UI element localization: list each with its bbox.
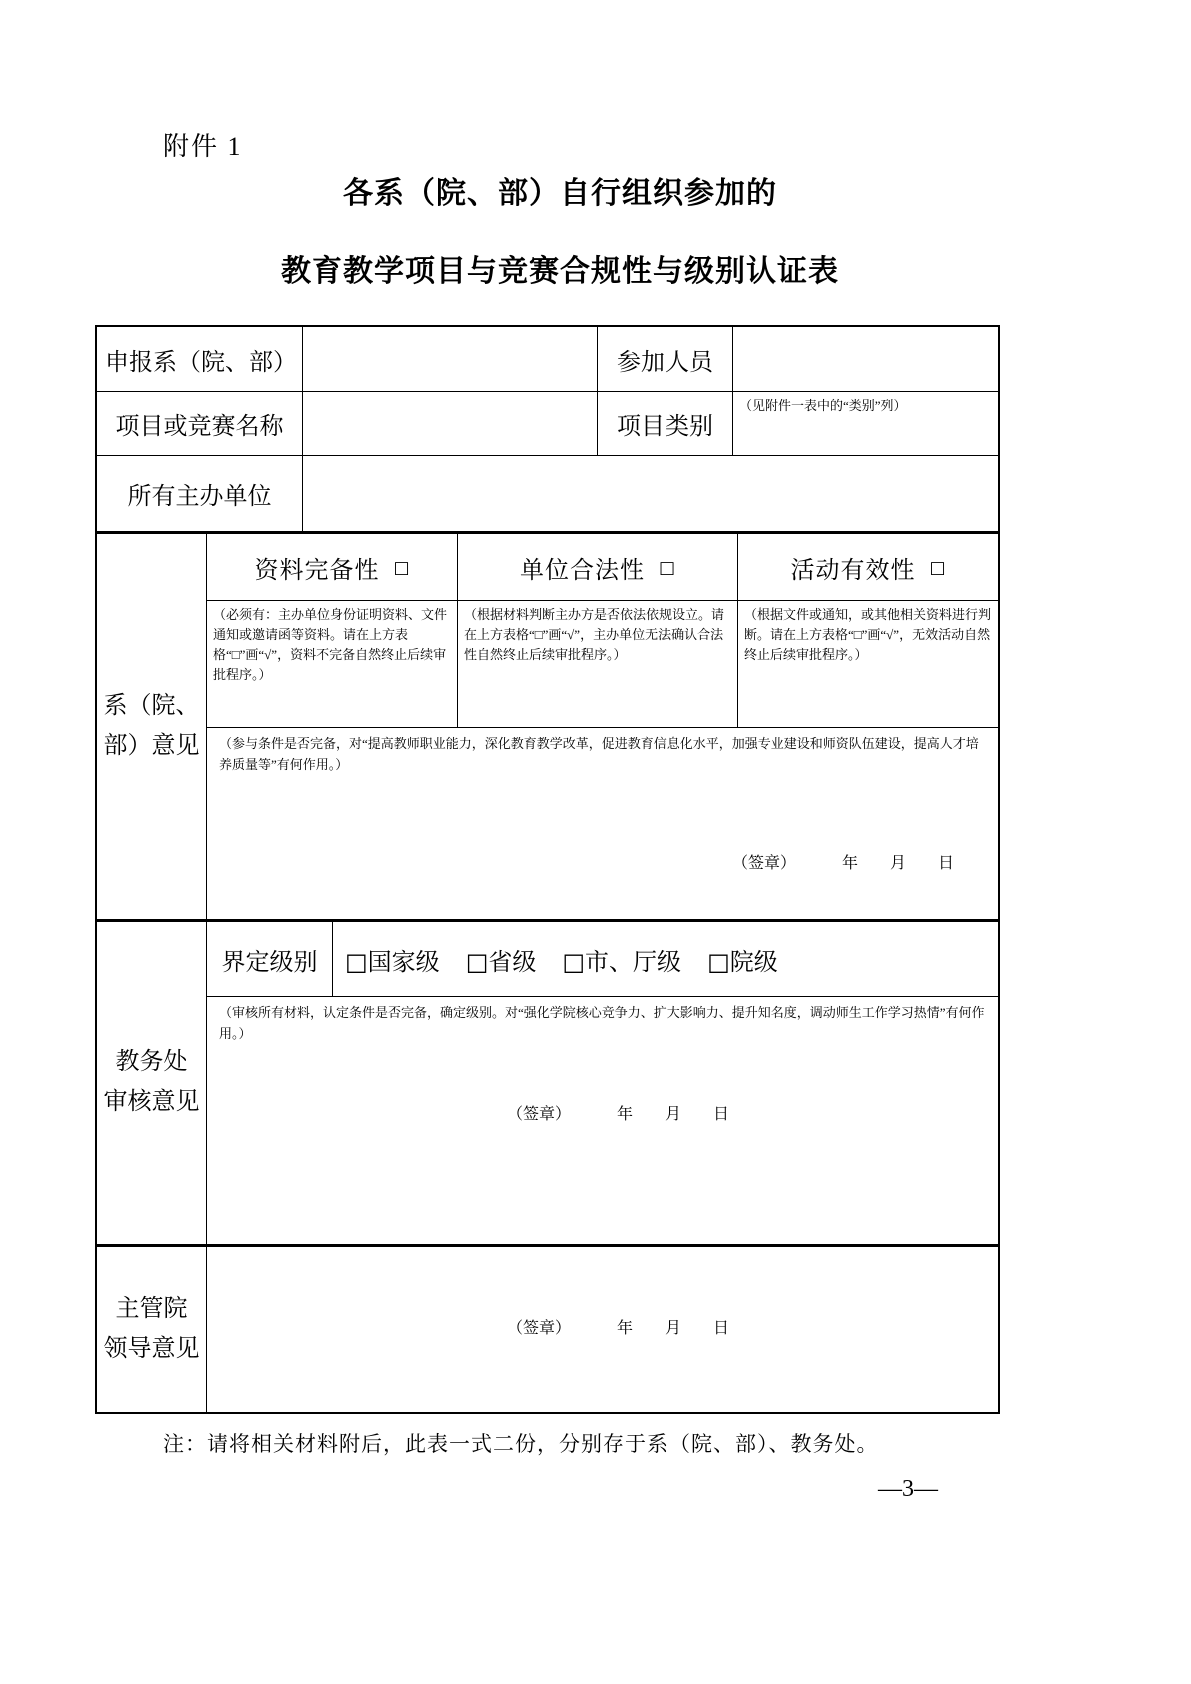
date-label: 年 月 日	[842, 855, 969, 872]
organizers-field	[302, 456, 998, 531]
level-label: 界定级别	[221, 949, 318, 976]
office-review-content	[207, 922, 998, 1244]
section-office-review	[97, 919, 998, 1244]
attachment-label: 附件 1	[163, 132, 243, 161]
participants-field	[732, 327, 998, 391]
level-option-provincial: □省级	[465, 947, 537, 976]
check-completeness-desc: （必须有：主办单位身份证明资料、文件通知或邀请函等资料。请在上方表格“□”画“√”，资料不完备自然终止后续审批程序。）	[213, 607, 448, 683]
office-comment-area	[207, 996, 998, 1244]
dept-opinion-label: 系（院、 部）意见	[97, 534, 207, 919]
section-director-opinion	[97, 1244, 998, 1412]
director-opinion-label: 主管院 领导意见	[97, 1247, 207, 1412]
section-dept-opinion	[97, 531, 998, 919]
level-row	[207, 922, 998, 996]
office-review-label: 教务处 审核意见	[97, 922, 207, 1244]
certification-form-table	[95, 325, 1000, 1414]
dept-comment-hint: （参与条件是否完备，对“提高教师职业能力，深化教育教学改革，促进教育信息化水平，加强专业建设和师资队伍建设，提高人才培养质量等”有何作用。）	[219, 736, 979, 772]
row-organizers	[97, 455, 998, 531]
director-comment-area	[207, 1247, 998, 1412]
project-category-hint: （见附件一表中的“类别”列）	[732, 392, 998, 455]
project-name-field	[302, 392, 597, 455]
project-name-label: 项目或竞赛名称	[115, 414, 284, 440]
dept-opinion-content	[207, 534, 998, 919]
project-category-label: 项目类别	[597, 392, 732, 455]
check-legality-desc: （根据材料判断主办方是否依法依规设立。请在上方表格“□”画“√”，主办单位无法确认合法性自然终止后续审批程序。）	[457, 601, 737, 727]
row-applicant	[97, 327, 998, 391]
seal-label: （签章）	[732, 855, 797, 872]
organizers-label: 所有主办单位	[127, 484, 272, 510]
page-number: —3—	[878, 1476, 938, 1502]
director-signature-line	[507, 1315, 743, 1338]
dept-comment-area	[207, 727, 998, 919]
check-validity-header: 活动有效性 □	[737, 534, 998, 600]
checkbox-icon: □	[929, 558, 946, 578]
level-options	[332, 922, 998, 996]
office-signature-line	[507, 1101, 743, 1124]
seal-label: （签章）	[507, 1106, 572, 1123]
level-option-national: □国家级	[345, 947, 440, 976]
date-label: 年 月 日	[617, 1320, 744, 1337]
checkbox-icon: □	[393, 558, 410, 578]
page-title-line1: 各系（院、部）自行组织参加的	[343, 177, 777, 210]
checkbox-icon: □	[658, 558, 676, 578]
row-project-name	[97, 391, 998, 455]
level-option-college: □院级	[707, 947, 778, 976]
footnote: 注：请将相关材料附后，此表一式二份，分别存于系（院、部）、教务处。	[163, 1432, 879, 1456]
applicant-dept-label: 申报系（院、部）	[105, 349, 297, 376]
check-descriptions	[207, 600, 998, 727]
director-opinion-content	[207, 1247, 998, 1412]
dept-signature-line	[732, 850, 968, 873]
date-label: 年 月 日	[617, 1106, 744, 1123]
check-completeness-header: 资料完备性 □	[254, 557, 410, 584]
office-comment-hint: （审核所有材料，认定条件是否完备，确定级别。对“强化学院核心竞争力、扩大影响力、提升知名度，调动师生工作学习热情”有何作用。）	[219, 1005, 985, 1041]
check-headers	[207, 534, 998, 600]
check-legality-header: 单位合法性 □	[457, 534, 737, 600]
check-validity-desc: （根据文件或通知，或其他相关资料进行判断。请在上方表格“□”画“√”，无效活动自然终止后续审批程序。）	[737, 601, 998, 727]
applicant-dept-field	[302, 327, 597, 391]
level-option-municipal: □市、厅级	[562, 947, 682, 976]
seal-label: （签章）	[507, 1320, 572, 1337]
participants-label: 参加人员	[597, 327, 732, 391]
page-title-line2: 教育教学项目与竞赛合规性与级别认证表	[281, 255, 839, 288]
